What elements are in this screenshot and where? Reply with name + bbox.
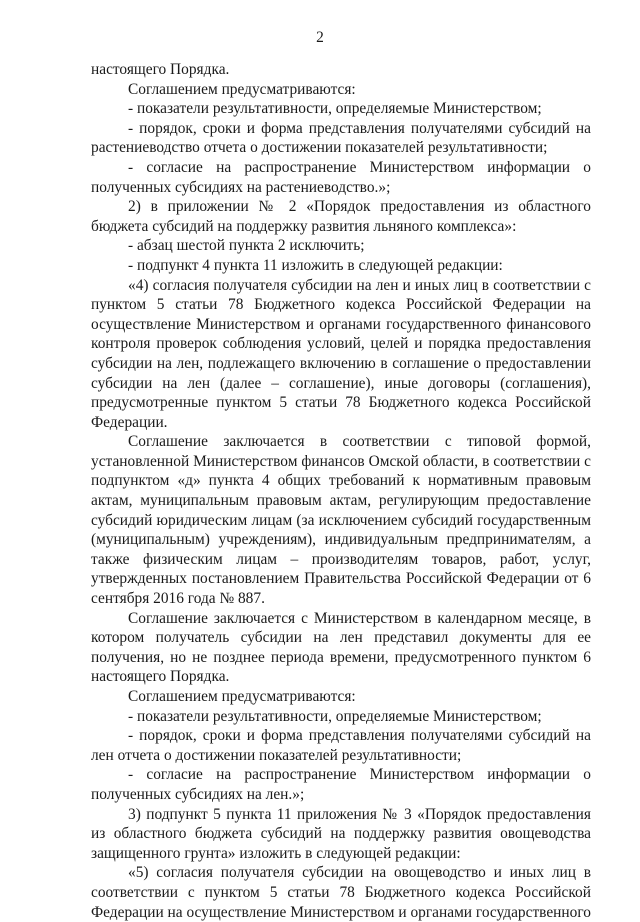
paragraph: Соглашение заключается в соответствии с типовой формой, установленной Министерством финансов Омской области, в соответствии с подпунктом «д» пункта 4 общих требований к нормативным правовым актам, муниципальным правовым актам, регулирующим предоставление субсидий юридическим лицам (за исключением субсидий государственным (муниципальным) учреждениям), индивидуальным предпринимателям, а также физическим лицам – производителям товаров, работ, услуг, утвержденных постановлением Правительства Российской Федерации от 6 сентября 2016 года № 887. [91,433,591,608]
paragraph: Соглашение заключается с Министерством в календарном месяце, в котором получатель субсидии на лен представил документы для ее получения, но не позднее периода времени, предусмотренного пунктом 6 настоящего Порядка. [91,609,591,686]
paragraph: - порядок, сроки и форма представления получателями субсидий на растениеводство отчета о достижении показателей результативности; [91,119,591,157]
page-number: 2 [316,29,324,46]
document-body [91,60,591,922]
paragraph: Соглашением предусматриваются: [128,80,356,98]
paragraph: - порядок, сроки и форма представления получателями субсидий на лен отчета о достижении показателей результативности; [91,727,591,764]
paragraph: - показатели результативности, определяемые Министерством; [128,707,542,725]
paragraph: - показатели результативности, определяемые Министерством; [128,100,542,118]
paragraph: настоящего Порядка. [91,61,230,78]
paragraph: 3) подпункт 5 пункта 11 приложения № 3 «Порядок предоставления из областного бюджета субсидий на поддержку развития овощеводства защищенного грунта» изложить в следующей редакции: [91,805,591,862]
paragraph: «5) согласия получателя субсидии на овощеводство и иных лиц в соответствии с пунктом 5 статьи 78 Бюджетного кодекса Российской Федерации на осуществление Министерством и органами государственного [91,864,591,921]
paragraph: - согласие на распространение Министерством информации о полученных субсидиях на растениеводство.»; [91,158,591,196]
paragraph: - согласие на распространение Министерством информации о полученных субсидиях на лен.»; [91,766,591,803]
paragraph: 2) в приложении № 2 «Порядок предоставления из областного бюджета субсидий на поддержку развития льняного комплекса»: [91,198,591,235]
paragraph: - подпункт 4 пункта 11 изложить в следующей редакции: [128,256,503,274]
paragraph: - абзац шестой пункта 2 исключить; [128,237,365,255]
paragraph: «4) согласия получателя субсидии на лен и иных лиц в соответствии с пунктом 5 статьи 78 Бюджетного кодекса Российской Федерации на осуществление Министерством и органами государственного финансового контроля проверок соблюдения условий, целей и порядка предоставления субсидии на лен, подлежащего включению в соглашение о предоставлении субсидии на лен (далее – соглашение), иные договоры (соглашения), предусмотренные пунктом 5 статьи 78 Бюджетного кодекса Российской Федерации. [91,276,591,431]
paragraph: Соглашением предусматриваются: [128,688,356,705]
